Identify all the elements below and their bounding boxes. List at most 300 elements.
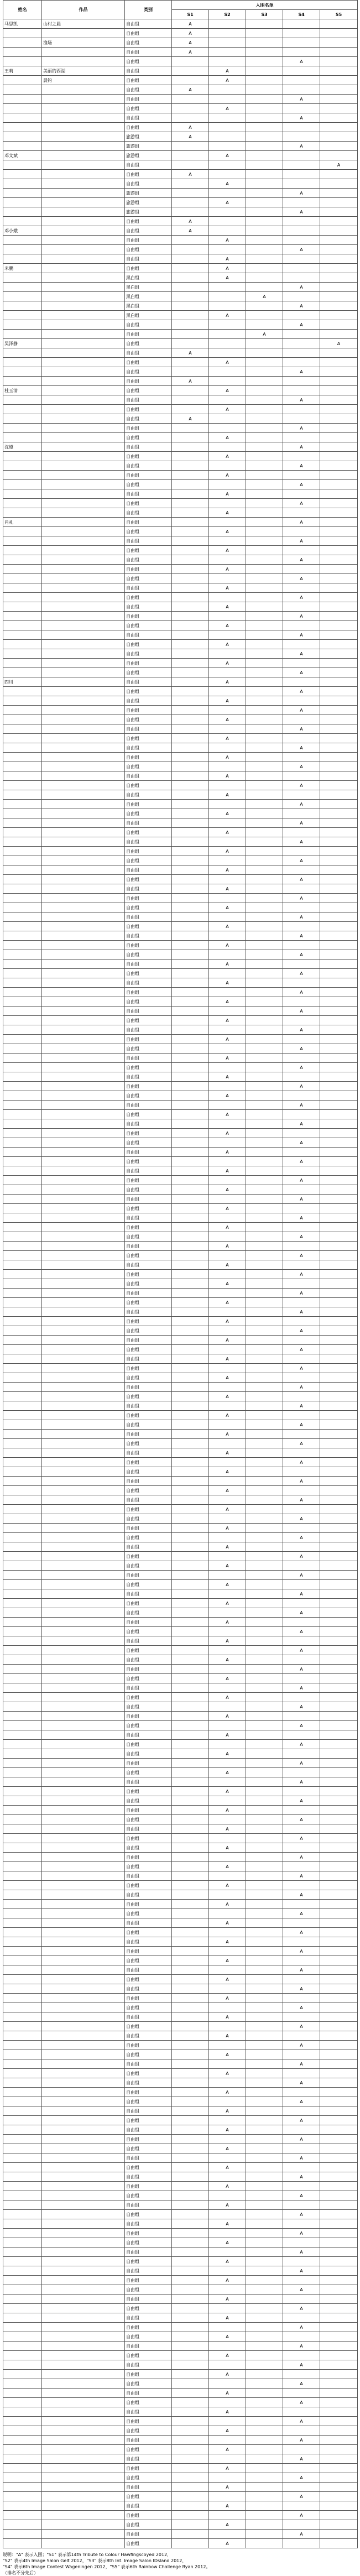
- cell-s5: [320, 997, 358, 1007]
- cell-s4: [283, 1166, 320, 1176]
- cell-title: [42, 781, 125, 790]
- cell-s3: [246, 2379, 283, 2389]
- cell-s5: [320, 1213, 358, 1223]
- cell-title: [42, 668, 125, 677]
- cell-s1: [172, 1289, 209, 1298]
- cell-s3: [246, 2389, 283, 2398]
- cell-s4: [283, 659, 320, 668]
- cell-name: [3, 1928, 42, 1937]
- cell-title: [42, 226, 125, 236]
- cell-s1: [172, 207, 209, 217]
- table-row: [3, 1740, 358, 1749]
- cell-s3: [246, 2229, 283, 2238]
- cell-category: 自由组: [125, 1900, 172, 1909]
- cell-name: [3, 2191, 42, 2200]
- cell-s4: [283, 640, 320, 649]
- cell-s5: [320, 1289, 358, 1298]
- cell-s4: A: [283, 1495, 320, 1505]
- cell-s3: [246, 555, 283, 565]
- cell-name: [3, 1307, 42, 1317]
- cell-name: [3, 2172, 42, 2182]
- cell-s4: A: [283, 2191, 320, 2200]
- cell-title: [42, 198, 125, 207]
- cell-title: [42, 48, 125, 57]
- cell-s4: A: [283, 142, 320, 151]
- cell-category: 自由组: [125, 1740, 172, 1749]
- table-row: [3, 442, 358, 452]
- cell-s4: A: [283, 894, 320, 903]
- cell-s2: [209, 132, 246, 142]
- cell-s1: [172, 2342, 209, 2351]
- cell-s4: [283, 2219, 320, 2229]
- cell-s4: [283, 884, 320, 894]
- cell-s4: [283, 273, 320, 283]
- cell-title: [42, 264, 125, 273]
- table-row: [3, 1984, 358, 1994]
- cell-s1: [172, 292, 209, 301]
- cell-s3: [246, 2304, 283, 2313]
- cell-category: 自由组: [125, 1307, 172, 1317]
- cell-s4: [283, 48, 320, 57]
- table-row: [3, 950, 358, 960]
- cell-s4: A: [283, 1082, 320, 1091]
- cell-category: 自由组: [125, 1909, 172, 1918]
- cell-s5: [320, 1091, 358, 1101]
- cell-s1: [172, 1589, 209, 1599]
- cell-category: 旅游组: [125, 207, 172, 217]
- cell-title: [42, 273, 125, 283]
- table-row: [3, 2191, 358, 2200]
- cell-s3: [246, 677, 283, 687]
- table-row: [3, 668, 358, 677]
- cell-category: 自由组: [125, 546, 172, 555]
- cell-s5: [320, 2379, 358, 2389]
- cell-s3: [246, 818, 283, 828]
- table-row: [3, 1975, 358, 1984]
- cell-s4: [283, 1693, 320, 1702]
- cell-s2: A: [209, 1561, 246, 1571]
- cell-category: 自由组: [125, 452, 172, 461]
- cell-name: 沈遵: [3, 442, 42, 452]
- cell-category: 自由组: [125, 1326, 172, 1336]
- cell-s4: [283, 1486, 320, 1495]
- cell-s2: [209, 612, 246, 621]
- cell-s4: [283, 1900, 320, 1909]
- cell-name: [3, 1392, 42, 1401]
- cell-title: [42, 2285, 125, 2295]
- cell-name: [3, 1495, 42, 1505]
- cell-name: [3, 1900, 42, 1909]
- cell-s1: [172, 1458, 209, 1467]
- table-row: [3, 1401, 358, 1411]
- table-row: [3, 1937, 358, 1947]
- cell-s3: [246, 2069, 283, 2078]
- cell-category: 自由组: [125, 48, 172, 57]
- cell-s2: A: [209, 1674, 246, 1683]
- cell-s5: [320, 1430, 358, 1439]
- cell-s3: [246, 1448, 283, 1458]
- cell-title: [42, 2332, 125, 2342]
- cell-name: 杜玉清: [3, 386, 42, 395]
- cell-category: 自由组: [125, 555, 172, 565]
- table-row: [3, 1721, 358, 1730]
- table-row: [3, 1007, 358, 1016]
- table-row: [3, 677, 358, 687]
- cell-name: [3, 856, 42, 865]
- cell-s4: [283, 2276, 320, 2285]
- cell-s4: [283, 348, 320, 358]
- cell-s4: [283, 1918, 320, 1928]
- table-row: [3, 358, 358, 367]
- cell-s1: [172, 489, 209, 499]
- cell-s3: [246, 1768, 283, 1777]
- cell-name: [3, 555, 42, 565]
- cell-category: 自由组: [125, 621, 172, 630]
- cell-s3: [246, 1430, 283, 1439]
- cell-s1: [172, 2530, 209, 2539]
- cell-s5: [320, 48, 358, 57]
- cell-s3: [246, 1242, 283, 1251]
- cell-s4: A: [283, 1401, 320, 1411]
- cell-s3: [246, 245, 283, 254]
- cell-category: 自由组: [125, 66, 172, 76]
- cell-title: [42, 753, 125, 762]
- cell-s5: [320, 2342, 358, 2351]
- cell-name: [3, 640, 42, 649]
- cell-title: [42, 358, 125, 367]
- cell-s4: [283, 1204, 320, 1213]
- cell-s2: [209, 2041, 246, 2050]
- cell-name: [3, 1430, 42, 1439]
- cell-s1: [172, 471, 209, 480]
- cell-category: 自由组: [125, 1223, 172, 1232]
- cell-category: 自由组: [125, 574, 172, 583]
- header-s1: S1: [172, 10, 209, 19]
- cell-s1: [172, 1336, 209, 1345]
- cell-s4: [283, 677, 320, 687]
- cell-s4: [283, 226, 320, 236]
- cell-category: 自由组: [125, 2417, 172, 2426]
- cell-s4: [283, 2445, 320, 2454]
- cell-s1: [172, 856, 209, 865]
- cell-s5: [320, 1806, 358, 1815]
- cell-s2: A: [209, 903, 246, 912]
- cell-s2: A: [209, 273, 246, 283]
- table-row: [3, 828, 358, 837]
- cell-name: [3, 2501, 42, 2511]
- cell-s3: [246, 217, 283, 226]
- cell-s2: A: [209, 1806, 246, 1815]
- cell-name: [3, 2511, 42, 2520]
- cell-s2: [209, 395, 246, 405]
- table-row: [3, 330, 358, 339]
- table-row: [3, 2257, 358, 2266]
- cell-title: [42, 1448, 125, 1458]
- table-row: [3, 1909, 358, 1918]
- cell-category: 自由组: [125, 1317, 172, 1326]
- cell-name: [3, 2022, 42, 2031]
- cell-title: [42, 960, 125, 969]
- cell-s4: A: [283, 189, 320, 198]
- cell-s3: [246, 1411, 283, 1420]
- cell-s3: [246, 1044, 283, 1054]
- cell-category: 自由组: [125, 1448, 172, 1458]
- cell-s2: A: [209, 2200, 246, 2210]
- cell-s1: [172, 283, 209, 292]
- cell-name: [3, 1524, 42, 1533]
- table-row: [3, 1270, 358, 1279]
- cell-s3: [246, 640, 283, 649]
- cell-s4: [283, 2257, 320, 2266]
- cell-s4: A: [283, 1683, 320, 1693]
- cell-s1: [172, 1608, 209, 1618]
- cell-s1: [172, 2285, 209, 2295]
- cell-title: [42, 461, 125, 471]
- cell-name: [3, 1166, 42, 1176]
- cell-s4: [283, 2200, 320, 2210]
- cell-s2: A: [209, 753, 246, 762]
- cell-s4: [283, 2125, 320, 2135]
- cell-s3: [246, 2511, 283, 2520]
- cell-s1: [172, 1439, 209, 1448]
- cell-title: [42, 1796, 125, 1806]
- cell-s1: [172, 2520, 209, 2530]
- table-row: [3, 2492, 358, 2501]
- cell-category: 自由组: [125, 461, 172, 471]
- cell-category: 自由组: [125, 386, 172, 395]
- cell-s2: A: [209, 2238, 246, 2248]
- cell-s4: A: [283, 367, 320, 377]
- cell-s3: [246, 1542, 283, 1552]
- cell-name: [3, 2229, 42, 2238]
- cell-name: [3, 132, 42, 142]
- cell-title: [42, 1918, 125, 1928]
- cell-category: 自由组: [125, 518, 172, 527]
- cell-title: [42, 132, 125, 142]
- table-row: [3, 424, 358, 433]
- cell-title: [42, 1956, 125, 1965]
- table-row: [3, 1035, 358, 1044]
- cell-s2: [209, 1101, 246, 1110]
- cell-s4: A: [283, 1345, 320, 1354]
- cell-s2: A: [209, 1824, 246, 1834]
- cell-s5: [320, 2069, 358, 2078]
- cell-s2: A: [209, 659, 246, 668]
- cell-name: [3, 142, 42, 151]
- cell-s5: [320, 236, 358, 245]
- cell-s5: [320, 1571, 358, 1580]
- cell-title: [42, 1007, 125, 1016]
- cell-name: [3, 461, 42, 471]
- cell-title: [42, 471, 125, 480]
- cell-category: 自由组: [125, 1975, 172, 1984]
- cell-s3: A: [246, 292, 283, 301]
- cell-s1: [172, 1909, 209, 1918]
- cell-title: [42, 1242, 125, 1251]
- cell-s3: [246, 593, 283, 602]
- cell-s4: A: [283, 1420, 320, 1430]
- cell-s2: A: [209, 386, 246, 395]
- table-row: [3, 2125, 358, 2135]
- cell-title: [42, 2464, 125, 2473]
- cell-s3: [246, 1862, 283, 1871]
- cell-name: [3, 1721, 42, 1730]
- table-row: [3, 1176, 358, 1185]
- cell-s2: A: [209, 941, 246, 950]
- cell-s1: [172, 442, 209, 452]
- cell-s1: [172, 433, 209, 442]
- cell-s4: [283, 358, 320, 367]
- cell-s4: [283, 715, 320, 724]
- cell-s3: [246, 2360, 283, 2370]
- cell-s3: [246, 800, 283, 809]
- cell-s1: [172, 1101, 209, 1110]
- cell-s1: [172, 1871, 209, 1881]
- cell-title: [42, 555, 125, 565]
- cell-s4: A: [283, 593, 320, 602]
- cell-name: [3, 1627, 42, 1636]
- cell-s3: [246, 104, 283, 113]
- cell-s1: [172, 903, 209, 912]
- cell-s4: A: [283, 1025, 320, 1035]
- cell-s3: [246, 1571, 283, 1580]
- footnote-line: （排名不分先后）: [3, 2570, 38, 2575]
- cell-s4: A: [283, 1909, 320, 1918]
- cell-s5: [320, 1270, 358, 1279]
- cell-s1: [172, 1317, 209, 1326]
- cell-category: 自由组: [125, 1693, 172, 1702]
- cell-category: 自由组: [125, 762, 172, 771]
- cell-s3: [246, 1336, 283, 1345]
- cell-s2: A: [209, 809, 246, 818]
- cell-s4: [283, 170, 320, 179]
- cell-s3: [246, 1740, 283, 1749]
- cell-s3: [246, 442, 283, 452]
- cell-s1: [172, 762, 209, 771]
- cell-s3: [246, 2088, 283, 2097]
- cell-title: [42, 489, 125, 499]
- table-row: [3, 1091, 358, 1101]
- cell-s2: [209, 57, 246, 66]
- cell-s4: [283, 1448, 320, 1458]
- cell-s1: [172, 95, 209, 104]
- cell-category: 自由组: [125, 2360, 172, 2370]
- cell-s5: [320, 696, 358, 706]
- cell-s1: [172, 2144, 209, 2153]
- cell-category: 自由组: [125, 2059, 172, 2069]
- cell-s2: [209, 1815, 246, 1824]
- cell-s5: [320, 2295, 358, 2304]
- cell-name: [3, 414, 42, 424]
- cell-name: [3, 1204, 42, 1213]
- cell-s4: A: [283, 1364, 320, 1373]
- cell-s3: [246, 1467, 283, 1477]
- cell-name: [3, 875, 42, 884]
- cell-s4: [283, 1655, 320, 1665]
- cell-s5: [320, 2436, 358, 2445]
- cell-title: [42, 2172, 125, 2182]
- cell-name: [3, 2332, 42, 2342]
- table-row: [3, 1044, 358, 1054]
- cell-category: 自由组: [125, 1947, 172, 1956]
- cell-s1: [172, 1505, 209, 1514]
- cell-s3: [246, 1759, 283, 1768]
- cell-s1: [172, 1364, 209, 1373]
- cell-s4: [283, 1279, 320, 1289]
- cell-s4: A: [283, 1101, 320, 1110]
- cell-s1: [172, 424, 209, 433]
- cell-s1: [172, 1486, 209, 1495]
- cell-s5: [320, 2454, 358, 2464]
- cell-name: [3, 2031, 42, 2041]
- cell-s1: [172, 941, 209, 950]
- cell-title: [42, 1843, 125, 1853]
- cell-name: [3, 790, 42, 800]
- cell-category: 自由组: [125, 113, 172, 123]
- table-row: [3, 1871, 358, 1881]
- table-row: [3, 414, 358, 424]
- cell-s5: [320, 1129, 358, 1138]
- cell-title: [42, 1185, 125, 1195]
- cell-s4: [283, 2295, 320, 2304]
- cell-s4: A: [283, 2285, 320, 2295]
- table-row: [3, 2200, 358, 2210]
- table-row: [3, 2153, 358, 2163]
- cell-s1: [172, 1646, 209, 1655]
- cell-s4: A: [283, 2229, 320, 2238]
- cell-s4: A: [283, 1176, 320, 1185]
- cell-s1: [172, 2436, 209, 2445]
- cell-s3: [246, 1016, 283, 1025]
- cell-category: 自由组: [125, 1110, 172, 1119]
- cell-s4: A: [283, 95, 320, 104]
- table-row: [3, 1317, 358, 1326]
- cell-s2: [209, 800, 246, 809]
- cell-s2: [209, 217, 246, 226]
- cell-s3: [246, 1495, 283, 1505]
- cell-title: [42, 922, 125, 931]
- cell-s3: [246, 969, 283, 978]
- cell-category: 自由组: [125, 1956, 172, 1965]
- cell-s4: [283, 865, 320, 875]
- cell-s5: [320, 1881, 358, 1890]
- cell-s2: [209, 875, 246, 884]
- cell-s1: [172, 339, 209, 348]
- cell-s5: [320, 132, 358, 142]
- cell-category: 自由组: [125, 1937, 172, 1947]
- cell-s1: [172, 2501, 209, 2511]
- cell-s3: [246, 1871, 283, 1881]
- table-row: [3, 2360, 358, 2370]
- cell-title: [42, 2454, 125, 2464]
- cell-s3: [246, 1354, 283, 1364]
- cell-s1: [172, 818, 209, 828]
- cell-category: 自由组: [125, 1411, 172, 1420]
- cell-name: 肖礼: [3, 518, 42, 527]
- cell-title: [42, 1862, 125, 1871]
- cell-s5: [320, 1495, 358, 1505]
- table-row: [3, 1552, 358, 1561]
- cell-s2: A: [209, 2313, 246, 2323]
- cell-s4: A: [283, 518, 320, 527]
- cell-s4: A: [283, 969, 320, 978]
- cell-s5: [320, 1599, 358, 1608]
- cell-s1: [172, 2492, 209, 2501]
- cell-s5: [320, 875, 358, 884]
- cell-s1: [172, 2248, 209, 2257]
- table-row: [3, 1759, 358, 1768]
- cell-s5: [320, 2229, 358, 2238]
